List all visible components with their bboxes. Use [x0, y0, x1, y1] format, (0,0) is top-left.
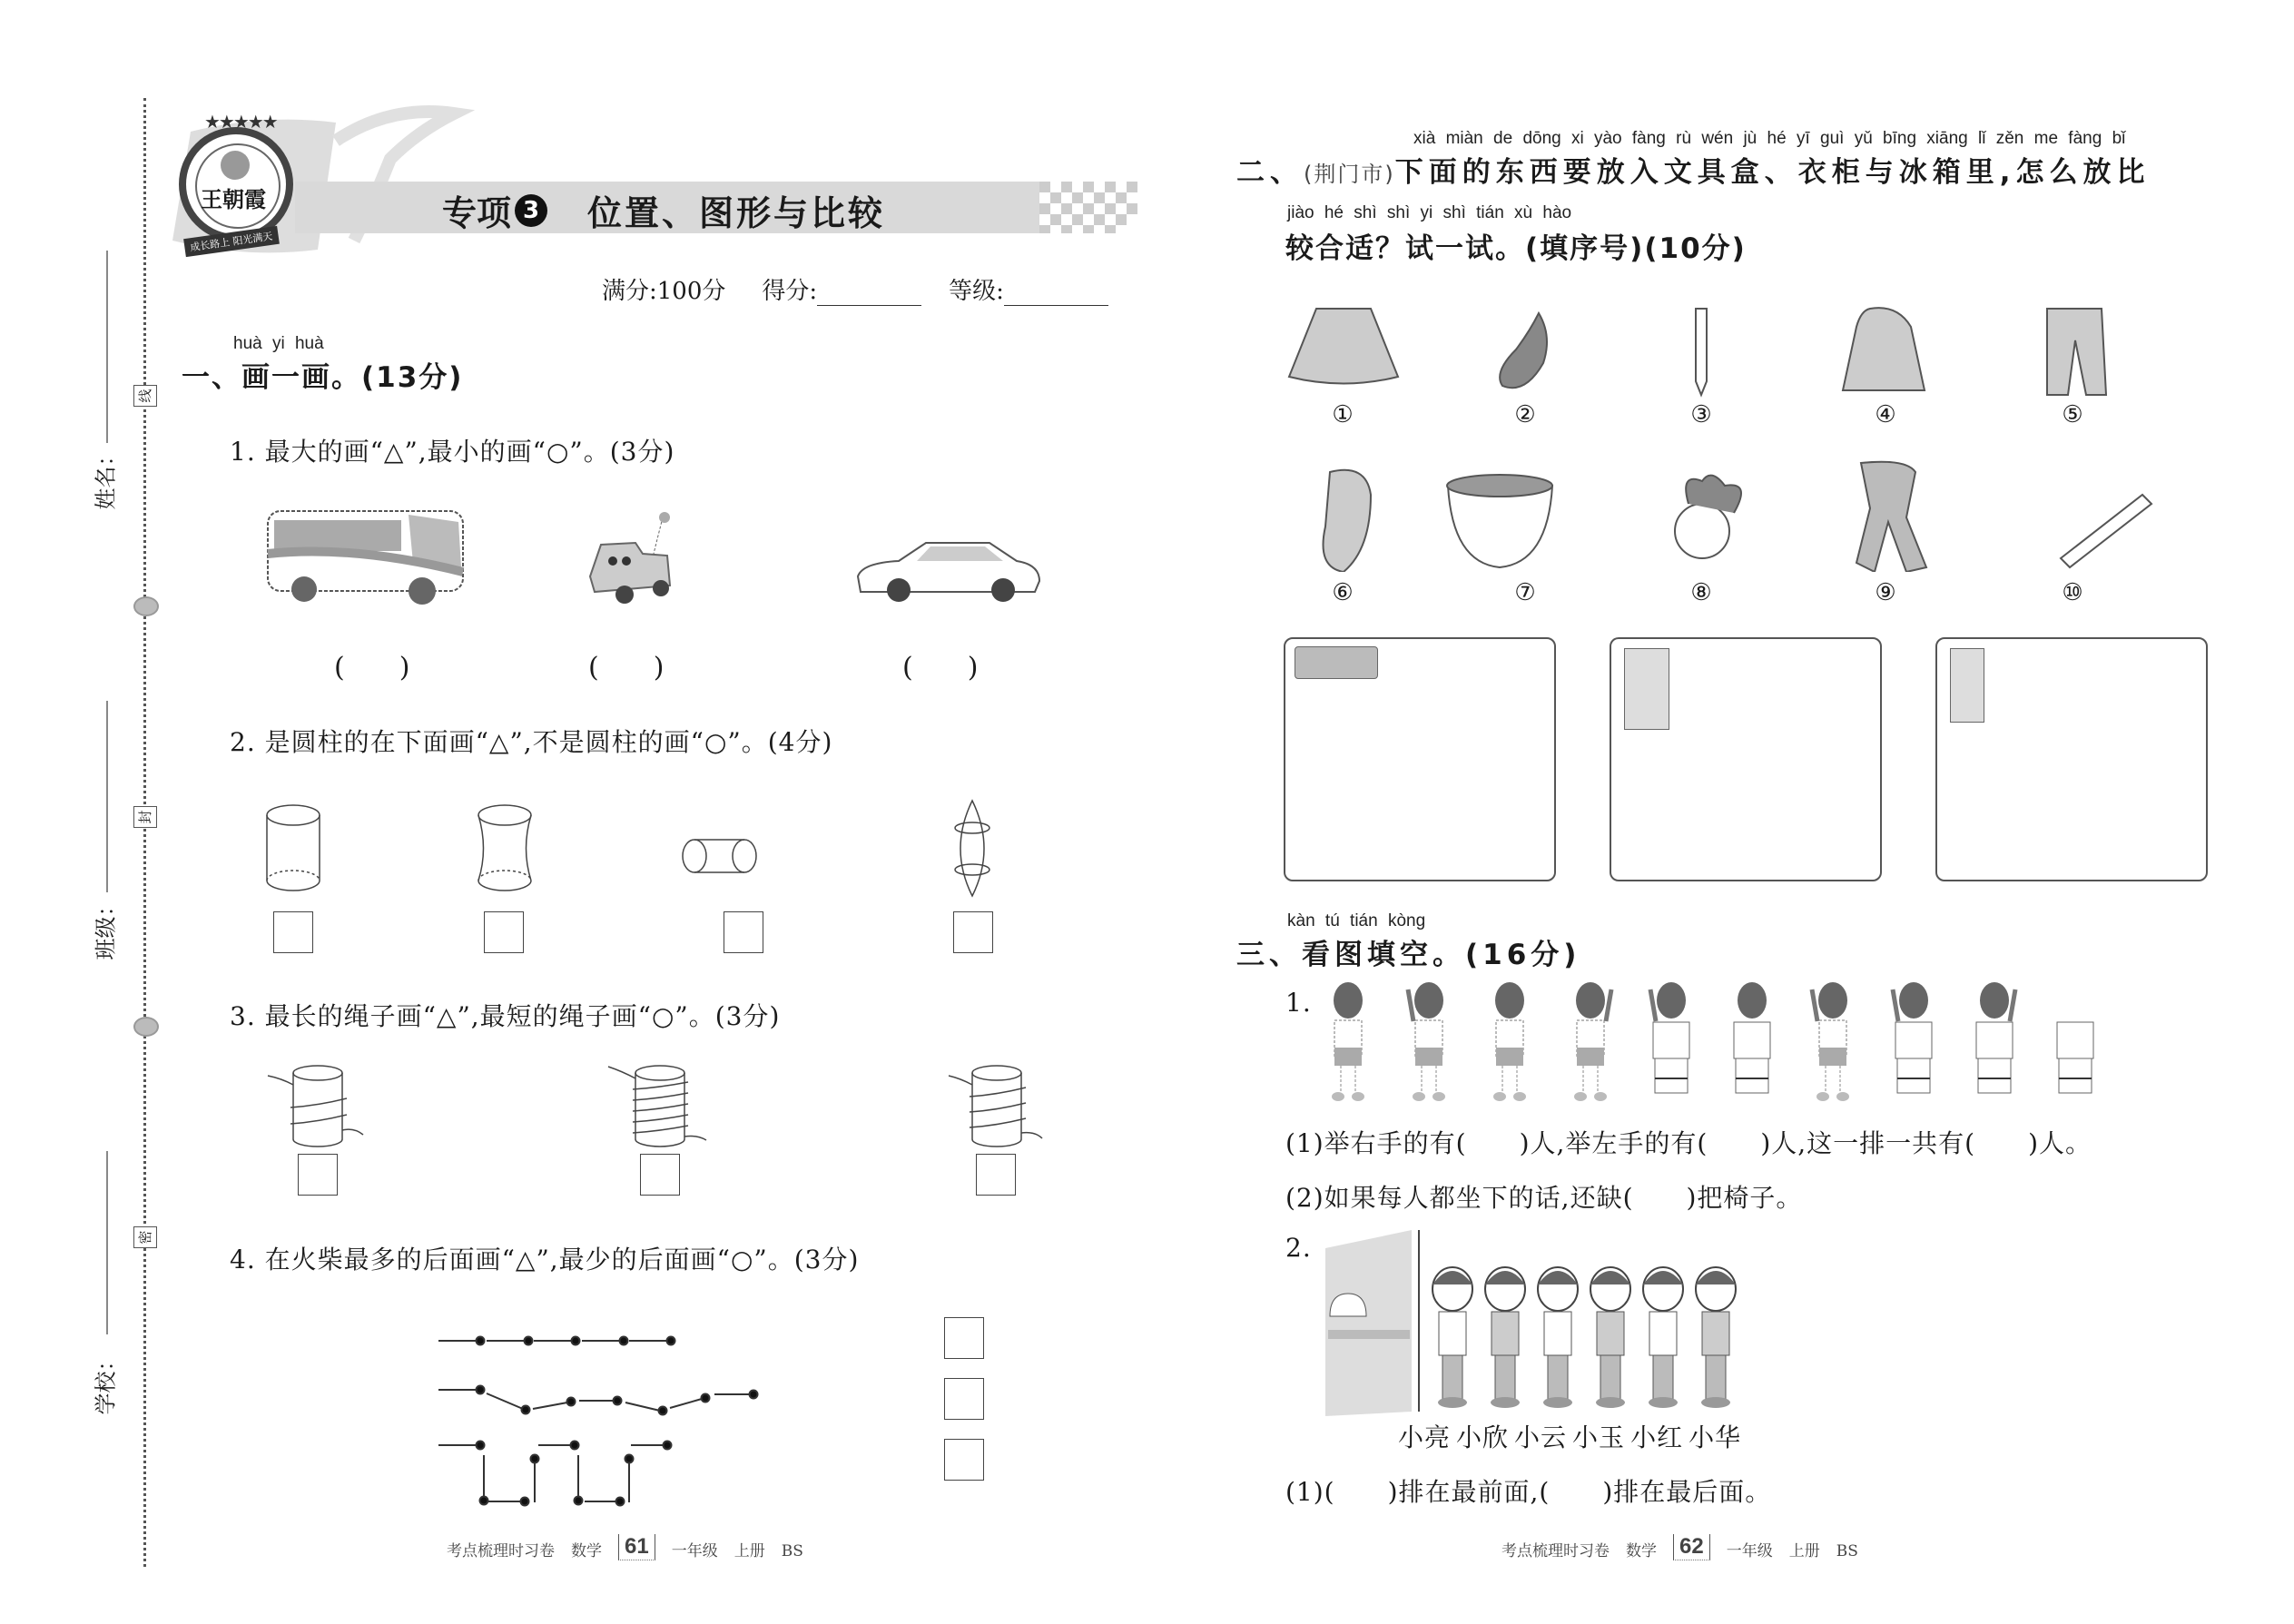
- q1-text: 1. 最大的画“△”,最小的画“○”。(3分): [230, 437, 675, 467]
- concave-cylinder-shape: [478, 805, 531, 891]
- figure-left-hand-seated: [1650, 982, 1689, 1093]
- name-xiaoliang: 小亮: [1398, 1422, 1452, 1452]
- item-number: ⑩: [2062, 579, 2083, 606]
- page-title: [442, 185, 885, 235]
- q3-ropes: [263, 1062, 1080, 1153]
- grade-blank[interactable]: [1004, 281, 1108, 306]
- toy-car-image: [581, 508, 681, 608]
- class-field-line[interactable]: [106, 701, 108, 892]
- item-number: ②: [1514, 401, 1536, 428]
- scarf-image: [1856, 462, 1926, 572]
- portrait-icon: [221, 151, 250, 180]
- pencil-case-icon: [1295, 646, 1378, 679]
- q3-text: 3. 最长的绳子画“△”,最短的绳子画“○”。(3分): [230, 1001, 781, 1031]
- pants-image: [2047, 309, 2106, 395]
- seal-mark-xian: 线: [133, 385, 157, 407]
- matches-row-3: [438, 1442, 672, 1506]
- s3-q2-label: 2.: [1285, 1233, 1312, 1263]
- item-number: ⑨: [1875, 579, 1896, 606]
- footer-subject: 数学: [1626, 1542, 1657, 1560]
- footer-right: [1501, 1534, 1858, 1560]
- children-names: [1398, 1418, 1741, 1454]
- q3-answer-box[interactable]: [298, 1154, 338, 1196]
- name-xiaohua: 小华: [1689, 1422, 1742, 1452]
- q2-answer-box[interactable]: [484, 911, 524, 953]
- page-number: 62: [1673, 1534, 1710, 1560]
- child-figure: [1643, 1267, 1683, 1408]
- seal-mark-mi: 密: [133, 1226, 157, 1248]
- s3-q1-line1: (1)举右手的有( )人,举左手的有( )人,这一排一共有( )人。: [1285, 1128, 2092, 1158]
- name-field-label: 姓名：: [93, 444, 119, 510]
- binding-dotted-line: [143, 98, 146, 1567]
- name-xiaoxin: 小欣: [1456, 1422, 1510, 1452]
- sedan-image: [853, 536, 1044, 604]
- footer-subject: 数学: [571, 1542, 602, 1560]
- section2-pinyin-line2: jiào hé shì shì yi shì tián xù hào: [1287, 203, 1572, 222]
- pencil-image: [1696, 309, 1707, 395]
- school-field-line[interactable]: [106, 1151, 108, 1334]
- item-number: ⑧: [1690, 579, 1712, 606]
- matches-row-1: [438, 1337, 675, 1345]
- figure-hands-down: [1332, 982, 1364, 1101]
- topic-prefix: 专项: [442, 193, 512, 233]
- bus-image: [263, 504, 481, 608]
- q4-answer-box[interactable]: [944, 1439, 984, 1481]
- q4-text: 4. 在火柴最多的后面画“△”,最少的后面画“○”。(3分): [230, 1245, 860, 1275]
- score-line: [602, 272, 1108, 306]
- footer-grade: 一年级: [671, 1542, 718, 1560]
- school-field-label: 学校：: [93, 1349, 119, 1415]
- q4-answer-box[interactable]: [944, 1378, 984, 1420]
- q2-answer-box[interactable]: [724, 911, 763, 953]
- q1-answer-blank-toy-car[interactable]: ( ): [588, 652, 665, 684]
- rope-cylinder-1: [268, 1066, 363, 1147]
- lying-cylinder-shape: [683, 840, 756, 872]
- q1-answer-blank-bus[interactable]: ( ): [334, 652, 410, 684]
- section1-heading: 一、画一画。(13分): [182, 361, 464, 394]
- score-label: 得分:: [762, 278, 818, 305]
- q1-answer-blank-sedan[interactable]: ( ): [902, 652, 979, 684]
- section2-items: [1280, 300, 2215, 572]
- child-figure: [1433, 1267, 1472, 1408]
- footer-volume: 上册: [733, 1542, 765, 1560]
- children-row-figures: [1316, 980, 2142, 1107]
- name-xiaoyun: 小云: [1514, 1422, 1568, 1452]
- s3-q1-label: 1.: [1285, 988, 1312, 1018]
- item-number: ⑦: [1514, 579, 1536, 606]
- spindle-shape: [955, 801, 989, 896]
- footer-grade: 一年级: [1726, 1542, 1773, 1560]
- q2-answer-box[interactable]: [953, 911, 993, 953]
- skirt-image: [1289, 309, 1398, 384]
- q2-answer-box[interactable]: [273, 911, 313, 953]
- name-field-line[interactable]: [106, 251, 108, 443]
- figure-left-hand-seated: [1893, 982, 1932, 1093]
- footer-edition: BS: [781, 1542, 803, 1560]
- section2-heading-line2: 较合适？试一试。(填序号)(10分): [1285, 232, 1747, 265]
- footer-book: 考点梳理时习卷: [1501, 1542, 1610, 1560]
- radish-image: [1675, 504, 1729, 558]
- footer-left: [447, 1534, 803, 1560]
- child-figure: [1538, 1267, 1578, 1408]
- footer-edition: BS: [1836, 1542, 1858, 1560]
- s3-q2-line1: (1)( )排在最前面,( )排在最后面。: [1285, 1477, 1772, 1507]
- item-number: ⑥: [1332, 579, 1354, 606]
- fridge-answer-box[interactable]: [1935, 637, 2208, 881]
- section1-pinyin: huà yi huà: [233, 334, 324, 353]
- q4-matches: [431, 1321, 849, 1511]
- figure-hands-down: [1493, 982, 1526, 1101]
- section2-heading-line1: [1236, 149, 2151, 190]
- section3-heading: 三、看图填空。(16分): [1236, 939, 1581, 971]
- figure-right-hand-seated: [1976, 982, 2015, 1093]
- q3-answer-box[interactable]: [976, 1154, 1016, 1196]
- wardrobe-answer-box[interactable]: [1610, 637, 1882, 881]
- item-number: ⑤: [2062, 401, 2083, 428]
- binding-hole-icon: [133, 596, 159, 616]
- child-figure: [1696, 1267, 1736, 1408]
- child-figure: [1485, 1267, 1525, 1408]
- full-marks: 满分:100分: [602, 278, 726, 305]
- seal-mark-feng: 封: [133, 806, 157, 828]
- soup-image: [1448, 486, 1552, 567]
- q2-text: 2. 是圆柱的在下面画“△”,不是圆柱的画“○”。(4分): [230, 727, 833, 757]
- class-field-label: 班级：: [93, 894, 119, 960]
- matches-row-2: [438, 1386, 758, 1415]
- section2-text: 下面的东西要放入文具盒、衣柜与冰箱里,怎么放比: [1394, 156, 2151, 189]
- section2-region: (荆门市): [1304, 162, 1395, 187]
- item-number: ①: [1332, 401, 1354, 428]
- logo-text: 王朝霞: [201, 186, 266, 212]
- jacket-image: [1843, 308, 1925, 390]
- section2-pinyin-line1: xià miàn de dōng xi yào fàng rù wén jù hé yī guì yǔ bīng xiāng lǐ zěn me fàng bǐ: [1413, 129, 2126, 148]
- footer-volume: 上册: [1788, 1542, 1820, 1560]
- figure-left-hand: [1812, 982, 1849, 1101]
- fridge-icon: [1950, 648, 1984, 723]
- section2-number: 二、: [1236, 156, 1304, 189]
- figure-seated: [1734, 982, 1770, 1093]
- topic-number-badge: 3: [515, 194, 547, 227]
- ruler-image: [2061, 495, 2151, 567]
- section3-pinyin: kàn tú tián kòng: [1287, 911, 1426, 930]
- score-blank[interactable]: [817, 281, 921, 306]
- topic-title: 位置、图形与比较: [587, 193, 886, 233]
- pencil-case-answer-box[interactable]: [1284, 637, 1556, 881]
- q2-shapes: [254, 799, 1026, 899]
- name-xiaoyu: 小玉: [1572, 1422, 1626, 1452]
- cylinder-shape: [267, 805, 320, 891]
- footer-book: 考点梳理时习卷: [447, 1542, 555, 1560]
- logo-slogan: 成长路上 阳光满天: [183, 226, 279, 257]
- eggplant-image: [1500, 313, 1547, 388]
- brand-logo: [179, 127, 293, 241]
- binding-hole-icon: [133, 1017, 159, 1037]
- figure-left-hand: [1408, 982, 1445, 1101]
- figure-empty-chair: [2057, 1022, 2093, 1093]
- item-number: ③: [1690, 401, 1712, 428]
- children-queue-image: [1321, 1230, 1757, 1421]
- star-icons: ★★★★★: [204, 111, 277, 133]
- wardrobe-icon: [1624, 648, 1669, 730]
- name-xiaohong: 小红: [1630, 1422, 1684, 1452]
- cabbage-image: [1324, 470, 1372, 572]
- q3-answer-box[interactable]: [640, 1154, 680, 1196]
- q4-answer-box[interactable]: [944, 1317, 984, 1359]
- page-number: 61: [618, 1534, 655, 1560]
- rope-cylinder-2: [608, 1066, 706, 1147]
- item-number: ④: [1875, 401, 1896, 428]
- s3-q1-line2: (2)如果每人都坐下的话,还缺( )把椅子。: [1285, 1183, 1803, 1213]
- figure-right-hand: [1574, 982, 1611, 1101]
- rope-cylinder-3: [949, 1066, 1042, 1147]
- child-figure: [1590, 1267, 1630, 1408]
- grade-label: 等级:: [949, 278, 1004, 305]
